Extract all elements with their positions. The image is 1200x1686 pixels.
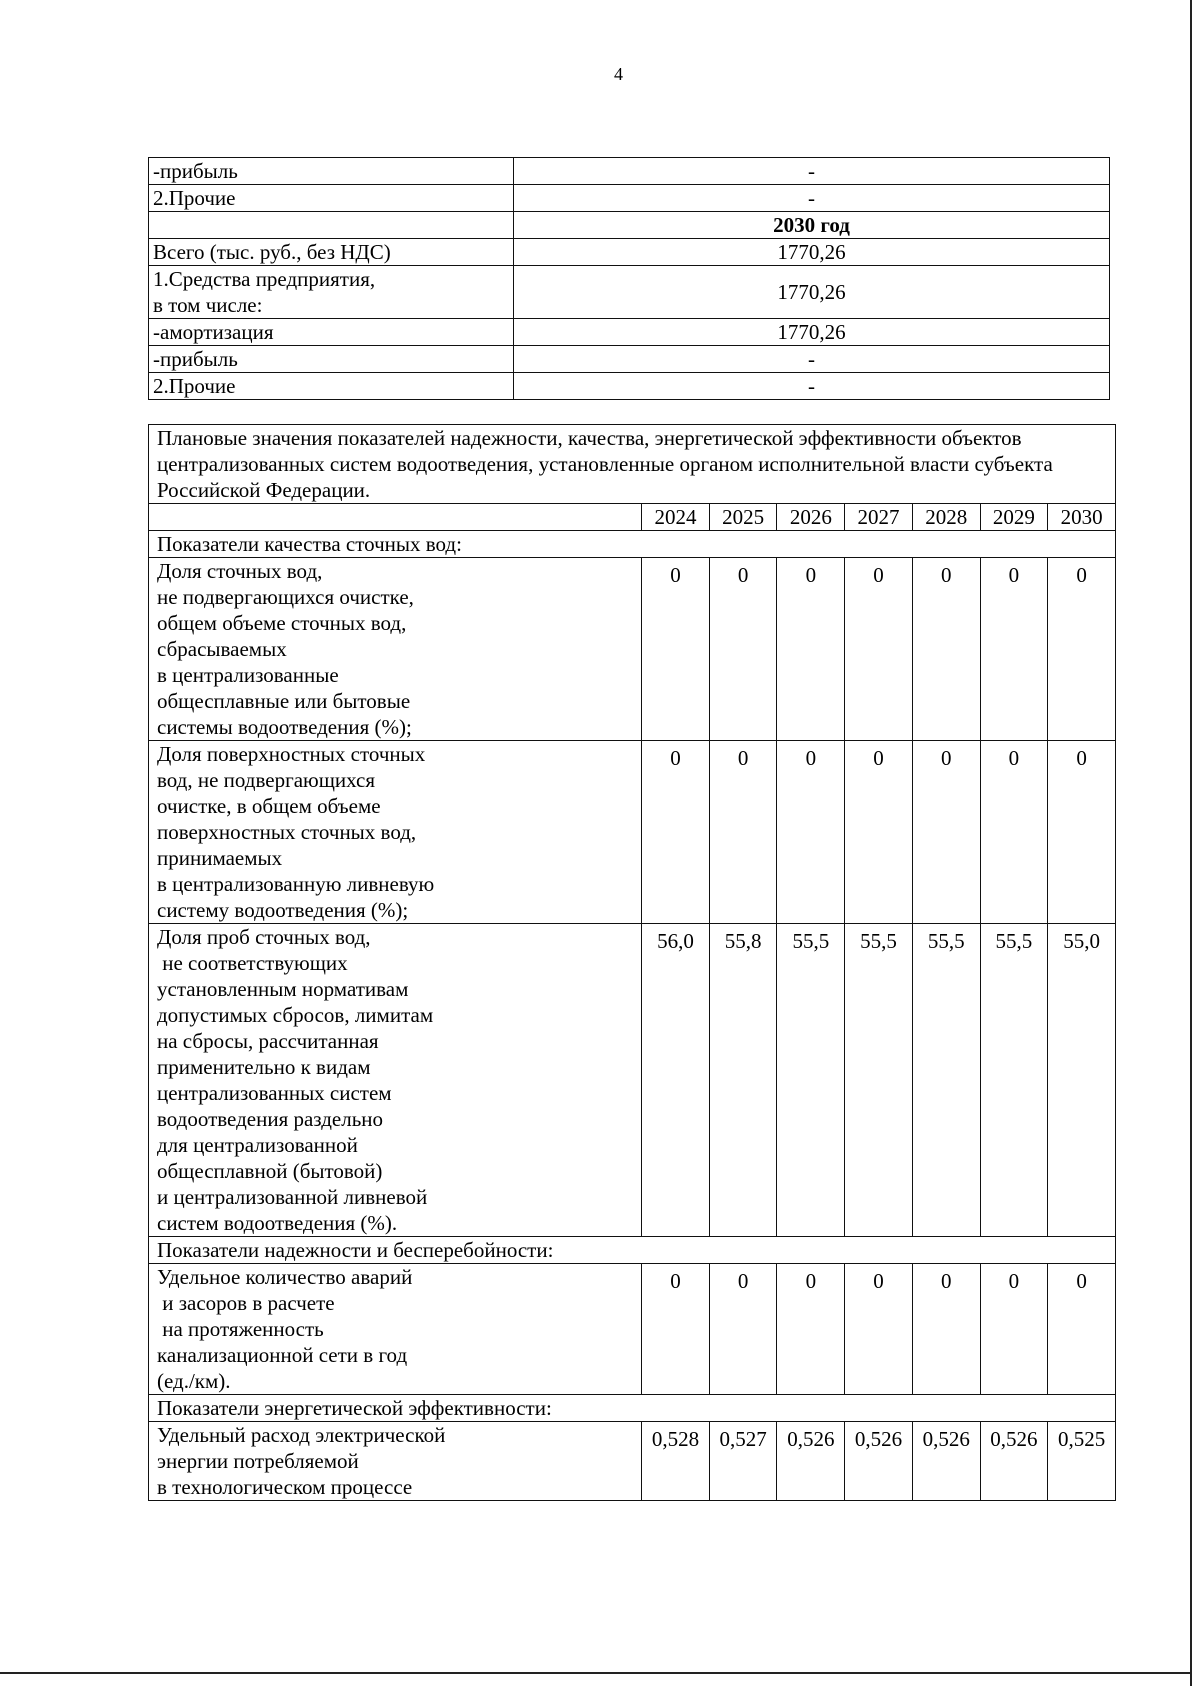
- indicator-value: 0: [980, 558, 1048, 741]
- indicator-value: 0: [1048, 558, 1116, 741]
- indicator-value: 55,8: [709, 924, 777, 1237]
- indicator-value: 0: [709, 558, 777, 741]
- indicator-label-line: и засоров в расчете: [157, 1291, 335, 1315]
- indicator-label-line: энергии потребляемой: [157, 1449, 359, 1473]
- indicator-label-line: Удельный расход электрической: [157, 1423, 446, 1447]
- table-row: [149, 319, 1110, 346]
- indicator-label-line: для централизованной: [157, 1133, 358, 1157]
- year-header-cell: 2026: [777, 504, 845, 531]
- indicator-value: 56,0: [642, 924, 710, 1237]
- indicator-label-line: поверхностных сточных вод,: [157, 820, 417, 844]
- total-label: Всего (тыс. руб., без НДС): [149, 239, 514, 266]
- indicator-value: 0: [642, 558, 710, 741]
- indicator-value: 0,526: [912, 1422, 980, 1501]
- table-row: [149, 346, 1110, 373]
- indicator-value: 55,0: [1048, 924, 1116, 1237]
- indicators-title: Плановые значения показателей надежности, качества, энергетической эффективности объектов централизованных систем водоотведения, установленные органом исполнительной власти субъекта Российской Федерации.: [149, 425, 1116, 504]
- indicator-label: [149, 1264, 642, 1395]
- indicator-label-line: установленным нормативам: [157, 977, 409, 1001]
- indicator-value: 0: [1048, 1264, 1116, 1395]
- indicator-label-line: общесплавные или бытовые: [157, 689, 411, 713]
- row-label-empty: [149, 212, 514, 239]
- indicator-value: 0,528: [642, 1422, 710, 1501]
- indicator-label-line: в централизованную ливневую: [157, 872, 435, 896]
- indicator-row: [149, 924, 1116, 1237]
- indicator-label-line: Доля проб сточных вод,: [157, 925, 371, 949]
- indicators-table: [148, 424, 1116, 1501]
- indicator-value: 0,526: [845, 1422, 913, 1501]
- indicator-value: 0: [709, 1264, 777, 1395]
- table-row: [149, 185, 1110, 212]
- indicator-value: 0: [642, 1264, 710, 1395]
- indicator-label-line: очистке, в общем объеме: [157, 794, 381, 818]
- indicator-value: 0: [1048, 741, 1116, 924]
- other-value: -: [514, 373, 1110, 400]
- indicator-label-line: Доля поверхностных сточных: [157, 742, 426, 766]
- indicator-value: 55,5: [980, 924, 1048, 1237]
- indicator-label-line: на сбросы, рассчитанная: [157, 1029, 379, 1053]
- indicator-label-line: (ед./км).: [157, 1369, 231, 1393]
- page-border-bottom: [0, 1672, 1192, 1674]
- own-funds-label-line1: 1.Средства предприятия,: [153, 267, 376, 291]
- years-row-blank: [149, 504, 642, 531]
- year-header-cell: 2029: [980, 504, 1048, 531]
- indicator-label-line: общем объеме сточных вод,: [157, 611, 407, 635]
- indicator-label: [149, 558, 642, 741]
- indicator-value: 0: [912, 741, 980, 924]
- indicator-value: 0: [777, 741, 845, 924]
- indicator-label-line: общесплавной (бытовой): [157, 1159, 383, 1183]
- indicator-label: [149, 924, 642, 1237]
- indicator-value: 55,5: [845, 924, 913, 1237]
- indicator-row: [149, 1264, 1116, 1395]
- indicator-label-line: сбрасываемых: [157, 637, 287, 661]
- row-value: -: [514, 158, 1110, 185]
- total-value: 1770,26: [514, 239, 1110, 266]
- section-heading-row: [149, 531, 1116, 558]
- financing-table: [148, 157, 1110, 400]
- indicator-value: 0: [845, 741, 913, 924]
- indicator-label-line: на протяженность: [157, 1317, 324, 1341]
- indicator-value: 0: [845, 558, 913, 741]
- indicator-label-line: в централизованные: [157, 663, 339, 687]
- indicator-value: 0: [912, 558, 980, 741]
- indicator-value: 0,526: [777, 1422, 845, 1501]
- page-border-right: [1190, 0, 1192, 1686]
- indicator-value: 0,525: [1048, 1422, 1116, 1501]
- own-funds-label-line2: в том числе:: [153, 293, 263, 317]
- indicator-label-line: вод, не подвергающихся: [157, 768, 375, 792]
- indicator-label-line: не подвергающихся очистке,: [157, 585, 414, 609]
- indicator-value: 0: [980, 1264, 1048, 1395]
- indicator-label: [149, 1422, 642, 1501]
- amort-value: 1770,26: [514, 319, 1110, 346]
- indicator-label-line: допустимых сбросов, лимитам: [157, 1003, 434, 1027]
- year-header: 2030 год: [514, 212, 1110, 239]
- other-label: 2.Прочие: [149, 373, 514, 400]
- table-row: [149, 212, 1110, 239]
- indicator-row: [149, 558, 1116, 741]
- table-row: [149, 158, 1110, 185]
- indicator-label-line: систему водоотведения (%);: [157, 898, 409, 922]
- table-row: [149, 425, 1116, 504]
- indicator-row: [149, 741, 1116, 924]
- section-heading-row: [149, 1395, 1116, 1422]
- indicator-value: 55,5: [912, 924, 980, 1237]
- indicator-value: 0: [777, 1264, 845, 1395]
- year-header-cell: 2024: [642, 504, 710, 531]
- indicator-label-line: канализационной сети в год: [157, 1343, 408, 1367]
- own-funds-label: [149, 266, 514, 319]
- row-label: 2.Прочие: [149, 185, 514, 212]
- indicator-label-line: не соответствующих: [157, 951, 348, 975]
- indicator-label-line: водоотведения раздельно: [157, 1107, 384, 1131]
- indicator-label-line: применительно к видам: [157, 1055, 371, 1079]
- indicator-label-line: принимаемых: [157, 846, 283, 870]
- years-row: [149, 504, 1116, 531]
- amort-label: -амортизация: [149, 319, 514, 346]
- indicator-value: 0: [709, 741, 777, 924]
- indicator-value: 0: [980, 741, 1048, 924]
- profit-value: -: [514, 346, 1110, 373]
- indicator-value: 0: [912, 1264, 980, 1395]
- indicator-label-line: систем водоотведения (%).: [157, 1211, 398, 1235]
- table-row: [149, 239, 1110, 266]
- section-heading: Показатели надежности и бесперебойности:: [149, 1237, 1116, 1264]
- profit-label: -прибыль: [149, 346, 514, 373]
- indicator-label-line: в технологическом процессе: [157, 1475, 413, 1499]
- table-row: [149, 373, 1110, 400]
- year-header-cell: 2027: [845, 504, 913, 531]
- indicator-value: 0: [777, 558, 845, 741]
- year-header-cell: 2025: [709, 504, 777, 531]
- indicator-label-line: Доля сточных вод,: [157, 559, 323, 583]
- indicator-value: 0,526: [980, 1422, 1048, 1501]
- row-value: -: [514, 185, 1110, 212]
- indicator-label: [149, 741, 642, 924]
- indicator-row: [149, 1422, 1116, 1501]
- indicator-label-line: централизованных систем: [157, 1081, 392, 1105]
- section-heading-row: [149, 1237, 1116, 1264]
- indicator-label-line: Удельное количество аварий: [157, 1265, 413, 1289]
- year-header-cell: 2028: [912, 504, 980, 531]
- section-heading: Показатели качества сточных вод:: [149, 531, 1116, 558]
- indicator-value: 0: [845, 1264, 913, 1395]
- indicator-value: 55,5: [777, 924, 845, 1237]
- indicator-label-line: системы водоотведения (%);: [157, 715, 412, 739]
- indicator-value: 0,527: [709, 1422, 777, 1501]
- indicator-label-line: и централизованной ливневой: [157, 1185, 428, 1209]
- year-header-cell: 2030: [1048, 504, 1116, 531]
- own-funds-value: 1770,26: [514, 266, 1110, 319]
- row-label: -прибыль: [149, 158, 514, 185]
- table-row: [149, 266, 1110, 319]
- indicator-value: 0: [642, 741, 710, 924]
- page-number: 4: [614, 64, 623, 84]
- section-heading: Показатели энергетической эффективности:: [149, 1395, 1116, 1422]
